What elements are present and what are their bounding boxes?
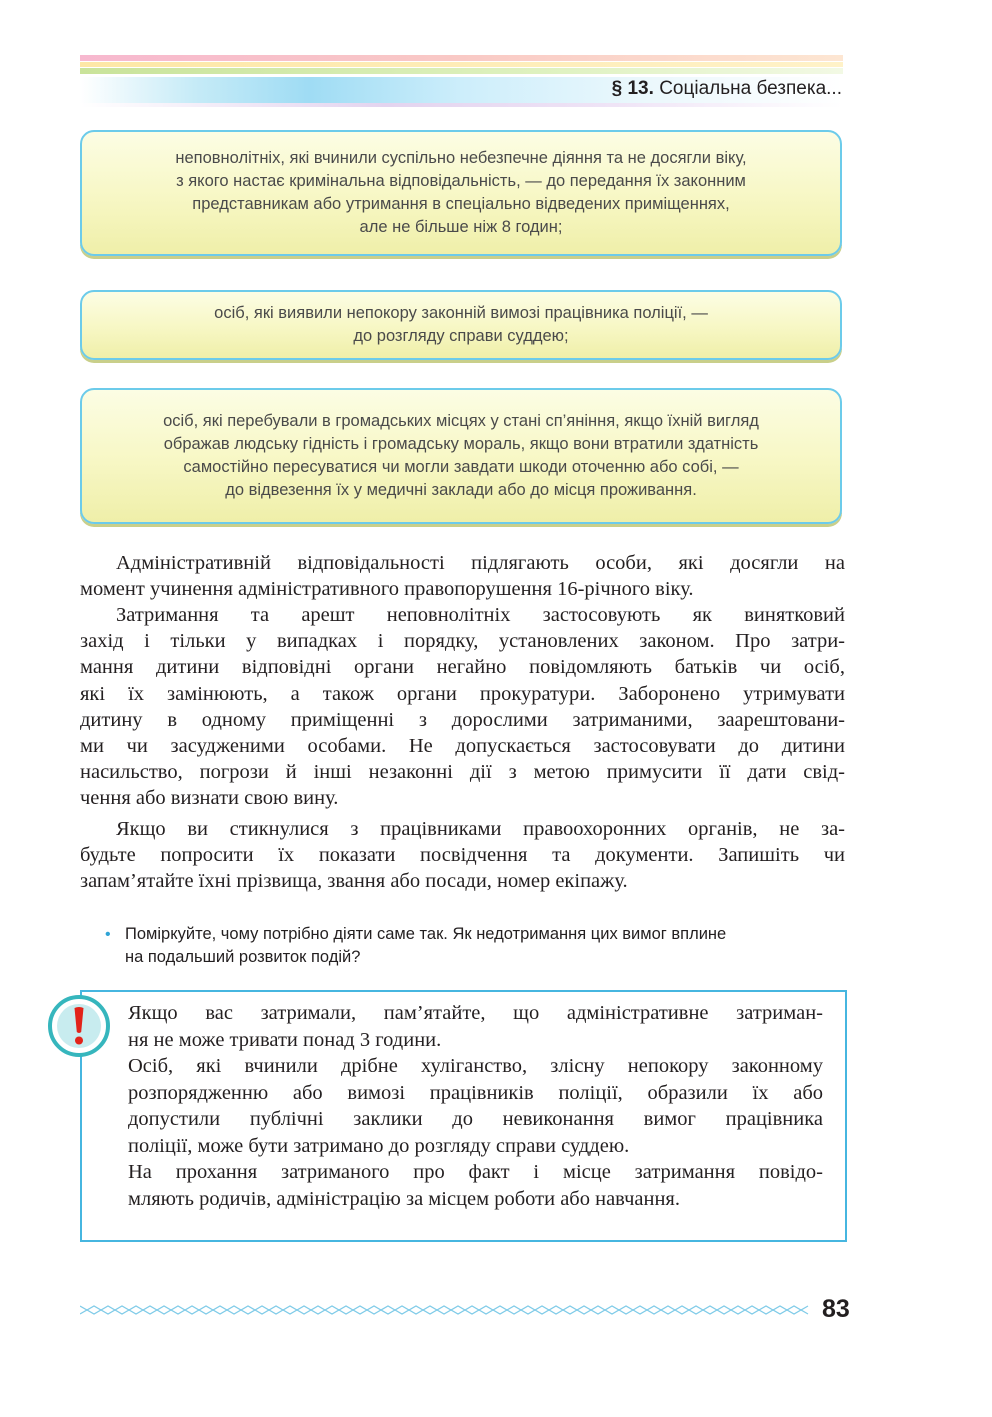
stripe-pink	[80, 55, 843, 61]
text-line: мання дитини відповідні органи негайно повідомляють батьків чи осіб,	[80, 656, 845, 679]
warning-line: розпорядженню або вимозі працівників поліції, образили їх або	[128, 1081, 823, 1104]
warning-line: Якщо вас затримали, пам’ятайте, що адміністративне затриман-	[128, 1002, 823, 1024]
box-line: до відвезення їх у медичні заклади або до місця проживання.	[225, 481, 697, 499]
stripe-yellow	[80, 62, 843, 67]
text-line: захід і тільки у випадках і порядку, установлених законом. Про затри-	[80, 630, 845, 653]
box-line: до розгляду справи суддею;	[353, 327, 569, 345]
text-line: Затримання та арешт неповнолітніх застосовують як винятковий	[116, 604, 845, 626]
text-line: Якщо ви стикнулися з працівниками правоохоронних органів, не за-	[116, 818, 845, 840]
warning-line: На прохання затриманого про факт і місце затримання повідо-	[128, 1161, 823, 1183]
box-line: самостійно пересуватися чи могли завдати шкоди оточенню або собі, —	[183, 458, 739, 476]
section-header	[612, 78, 842, 100]
box-line: представникам або утримання в спеціально відведених приміщеннях,	[192, 195, 730, 213]
box-line: осіб, які перебували в громадських місцях у стані сп’яніння, якщо їхній вигляд	[163, 412, 759, 430]
warning-text	[128, 1000, 823, 1212]
footer-ornament	[80, 1302, 810, 1318]
box-line: з якого настає кримінальна відповідальність, — до передання їх законним	[176, 172, 746, 190]
question-line: на подальший розвиток подій?	[125, 948, 361, 966]
text-line: чення або визнати свою вину.	[80, 787, 339, 810]
warning-line: ня не може тривати понад 3 години.	[128, 1028, 442, 1051]
warning-line: Осіб, які вчинили дрібне хуліганство, злісну непокору законному	[128, 1055, 823, 1077]
section-mark: § 13.	[611, 78, 654, 99]
paragraph-liability	[80, 550, 845, 602]
warning-line: допустили публічні заклики до невиконання вимог працівника	[128, 1108, 823, 1130]
text-line: Адміністративній відповідальності підлягають особи, які досягли на	[116, 552, 845, 574]
text-line: ми чи засудженими особами. Не допускається застосовувати до дитини	[80, 735, 845, 758]
stripe-green	[80, 68, 843, 74]
warning-line: поліції, може бути затримано до розгляду справи суддею.	[128, 1134, 630, 1157]
question-item	[105, 923, 850, 969]
question-line: Поміркуйте, чому потрібно діяти саме так. Як недотримання цих вимог вплине	[125, 925, 727, 943]
bullet-icon: •	[105, 926, 111, 943]
section-title: Соціальна безпека...	[659, 78, 842, 99]
text-line: момент учинення адміністративного правопорушення 16-річного віку.	[80, 578, 694, 601]
exclamation-icon	[48, 995, 110, 1057]
text-line: які їх замінюють, а також органи прокуратури. Заборонено утримувати	[80, 682, 845, 705]
box-line: осіб, які виявили непокору законній вимозі працівника поліції, —	[214, 304, 708, 322]
text-line: будьте попросити їх показати посвідчення та документи. Запишіть чи	[80, 844, 845, 867]
info-box-disobedience	[80, 290, 842, 360]
page-number: 83	[822, 1295, 850, 1323]
box-line: але не більше ніж 8 годин;	[359, 218, 563, 236]
paragraph-detention-minors	[80, 602, 845, 812]
info-box-intoxication	[80, 388, 842, 524]
text-line: запам’ятайте їхні прізвища, звання або посади, номер екіпажу.	[80, 870, 628, 893]
text-line: дитину в одному приміщенні з дорослими затриманими, заарештовани-	[80, 708, 845, 731]
info-box-minors	[80, 130, 842, 256]
box-line: неповнолітніх, які вчинили суспільно небезпечне діяння та не досягли віку,	[175, 149, 747, 167]
box-line: ображав людську гідність і громадську мораль, якщо вони втратили здатність	[163, 435, 759, 453]
text-line: насильство, погрози й інші незаконні дії з метою примусити її дати свід-	[80, 761, 845, 784]
warning-line: мляють родичів, адміністрацію за місцем роботи або навчання.	[128, 1187, 680, 1210]
stripe-violet	[80, 103, 843, 107]
paragraph-police-contact	[80, 816, 845, 895]
